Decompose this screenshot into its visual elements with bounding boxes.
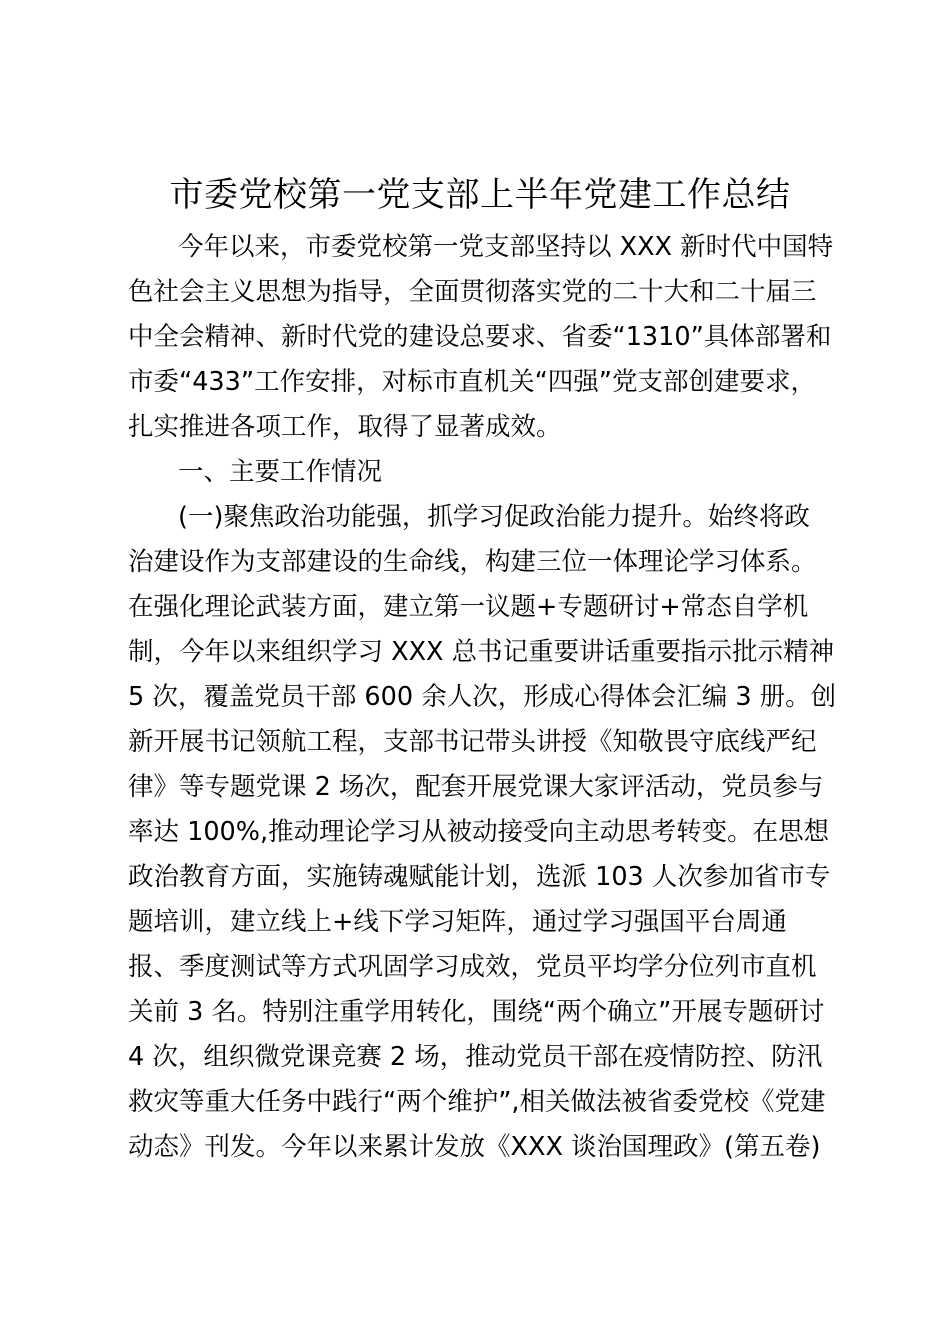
- body-line: 率达 100%,推动理论学习从被动接受向主动思考转变。在思想: [128, 817, 830, 847]
- body-line: 关前 3 名。特别注重学用转化，围绕“两个确立”开展专题研讨: [128, 997, 825, 1027]
- intro-line: 色社会主义思想为指导，全面贯彻落实党的二十大和二十届三: [128, 277, 817, 307]
- intro-line: 今年以来，市委党校第一党支部坚持以 XXX 新时代中国特: [178, 232, 834, 262]
- intro-line: 市委“433”工作安排，对标市直机关“四强”党支部创建要求，: [128, 367, 817, 397]
- body-line: 制，今年以来组织学习 XXX 总书记重要讲话重要指示批示精神: [128, 637, 835, 667]
- body-line: 治建设作为支部建设的生命线，构建三位一体理论学习体系。: [128, 547, 817, 577]
- body-line: 动态》刊发。今年以来累计发放《XXX 谈治国理政》(第五卷): [128, 1132, 821, 1162]
- body-line: 政治教育方面，实施铸魂赋能计划，选派 103 人次参加省市专: [128, 862, 831, 892]
- body-line: 4 次，组织微党课竞赛 2 场，推动党员干部在疫情防控、防汛: [128, 1042, 823, 1072]
- body-line: 题培训，建立线上+线下学习矩阵，通过学习强国平台周通: [128, 907, 787, 937]
- section-heading: 一、主要工作情况: [178, 457, 383, 487]
- body-line: 律》等专题党课 2 场次，配套开展党课大家评活动，党员参与: [128, 772, 824, 802]
- body-line: 新开展书记领航工程，支部书记带头讲授《知敬畏守底线严纪: [128, 727, 817, 757]
- body-line: 在强化理论武装方面，建立第一议题+专题研讨+常态自学机: [128, 592, 809, 622]
- body-line: (一)聚焦政治功能强，抓学习促政治能力提升。始终将政: [178, 502, 810, 532]
- body-line: 5 次，覆盖党员干部 600 余人次，形成心得体会汇编 3 册。创: [128, 682, 837, 712]
- document-title: 市委党校第一党支部上半年党建工作总结: [169, 175, 791, 215]
- body-line: 救灾等重大任务中践行“两个维护”,相关做法被省委党校《党建: [128, 1087, 826, 1117]
- body-line: 报、季度测试等方式巩固学习成效，党员平均学分位列市直机: [128, 952, 817, 982]
- intro-line: 中全会精神、新时代党的建设总要求、省委“1310”具体部署和: [128, 322, 832, 352]
- intro-line: 扎实推进各项工作，取得了显著成效。: [128, 412, 562, 442]
